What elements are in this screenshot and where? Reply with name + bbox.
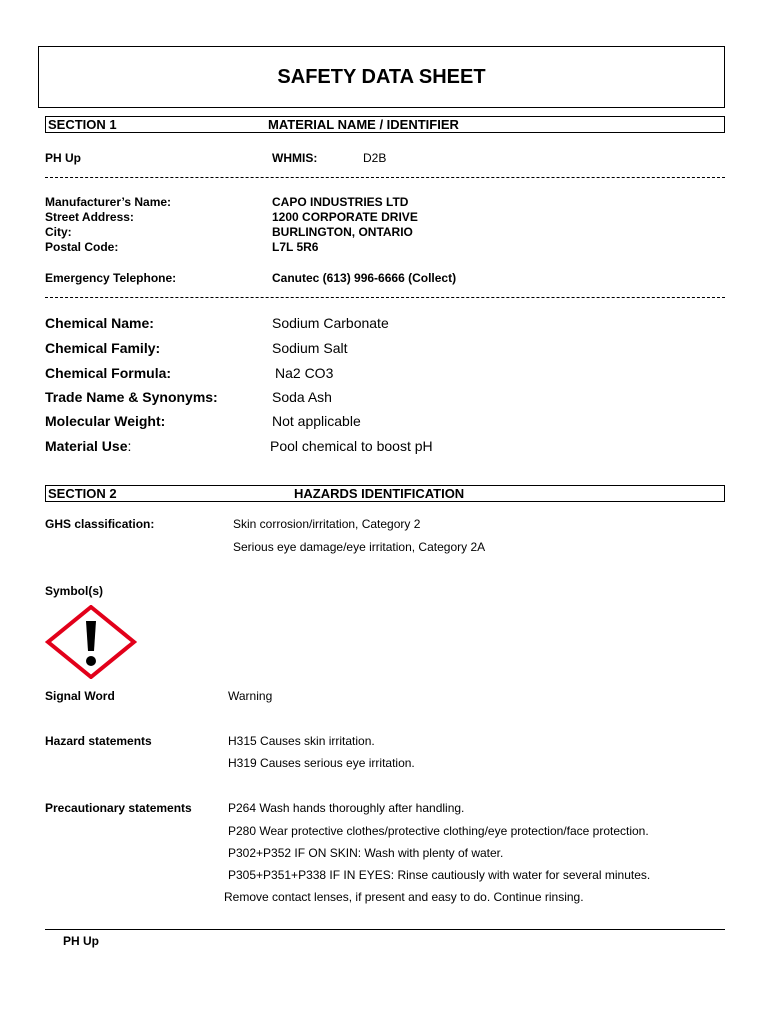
chemical-family-label: Chemical Family: (45, 340, 161, 356)
exclamation-mark-pictogram-icon (45, 605, 137, 679)
postal-code-value: L7L 5R6 (272, 240, 319, 254)
precautionary-statement: P280 Wear protective clothes/protective clothing/eye protection/face protection. (228, 824, 649, 838)
footer-product-name: PH Up (63, 934, 99, 948)
precautionary-statements-label: Precautionary statements (45, 801, 192, 815)
city-label: City: (45, 225, 72, 239)
chemical-formula-value: Na2 CO3 (275, 365, 334, 381)
manufacturer-name-value: CAPO INDUSTRIES LTD (272, 195, 409, 209)
street-address-value: 1200 CORPORATE DRIVE (272, 210, 418, 224)
molecular-weight-label: Molecular Weight: (45, 413, 166, 429)
exclamation-dot (86, 656, 96, 666)
section-2-label: SECTION 2 (48, 486, 117, 501)
precautionary-statement: P264 Wash hands thoroughly after handling. (228, 801, 465, 815)
precautionary-statement: Remove contact lenses, if present and easy to do. Continue rinsing. (224, 890, 584, 904)
street-address-label: Street Address: (45, 210, 134, 224)
emergency-telephone-label: Emergency Telephone: (45, 271, 177, 285)
signal-word-value: Warning (228, 689, 273, 703)
whmis-label: WHMIS: (272, 151, 318, 165)
ghs-classification-label: GHS classification: (45, 517, 155, 531)
chemical-name-value: Sodium Carbonate (272, 315, 389, 331)
section-2-title: HAZARDS IDENTIFICATION (294, 486, 465, 501)
trade-name-label: Trade Name & Synonyms: (45, 389, 218, 405)
signal-word-label: Signal Word (45, 689, 115, 703)
hazard-statement: H315 Causes skin irritation. (228, 734, 375, 748)
chemical-family-value: Sodium Salt (272, 340, 348, 356)
ghs-classification-value: Skin corrosion/irritation, Category 2 (233, 517, 421, 531)
product-name: PH Up (45, 151, 81, 165)
material-use-value: Pool chemical to boost pH (270, 438, 433, 454)
dashed-divider (45, 297, 725, 298)
chemical-formula-label: Chemical Formula: (45, 365, 172, 381)
hazard-statement: H319 Causes serious eye irritation. (228, 756, 415, 770)
material-use-label-text: Material Use (45, 438, 128, 454)
precautionary-statement: P305+P351+P338 IF IN EYES: Rinse cautiously with water for several minutes. (228, 868, 651, 882)
footer-rule (45, 929, 725, 930)
city-value: BURLINGTON, ONTARIO (272, 225, 413, 239)
precautionary-statement: P302+P352 IF ON SKIN: Wash with plenty of water. (228, 846, 504, 860)
material-use-label (45, 438, 131, 454)
section-2-header (45, 485, 725, 502)
manufacturer-name-label: Manufacturer’s Name: (45, 195, 172, 209)
chemical-name-label: Chemical Name: (45, 315, 154, 331)
title-box (38, 46, 725, 108)
section-1-header (45, 116, 725, 133)
postal-code-label: Postal Code: (45, 240, 119, 254)
ghs-classification-value: Serious eye damage/eye irritation, Category 2A (233, 540, 486, 554)
whmis-value: D2B (363, 151, 387, 165)
dashed-divider (45, 177, 725, 178)
trade-name-value: Soda Ash (272, 389, 332, 405)
hazard-statements-label: Hazard statements (45, 734, 152, 748)
material-use-colon: : (127, 438, 132, 454)
molecular-weight-value: Not applicable (272, 413, 361, 429)
emergency-telephone-value: Canutec (613) 996-6666 (Collect) (272, 271, 457, 285)
section-1-title: MATERIAL NAME / IDENTIFIER (268, 117, 459, 132)
symbols-label: Symbol(s) (45, 584, 104, 598)
document-title: SAFETY DATA SHEET (277, 66, 486, 88)
section-1-label: SECTION 1 (48, 117, 117, 132)
